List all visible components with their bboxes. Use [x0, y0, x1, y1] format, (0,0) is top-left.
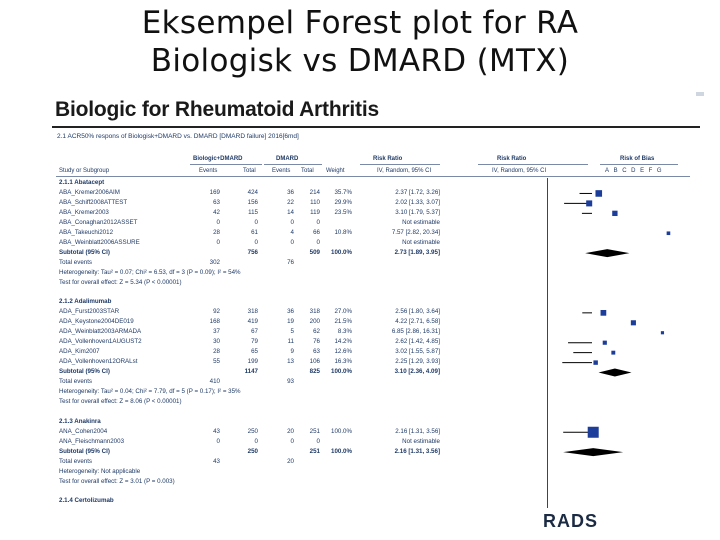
cell-study: Test for overall effect: Z = 8.06 (P < 0.00001)	[59, 397, 182, 405]
slide-title-line1: Eksempel Forest plot for RA	[141, 5, 579, 41]
cell-t2: 825	[309, 368, 320, 376]
cell-study: ABA_Weinblatt2006ASSURE	[59, 238, 140, 246]
cell-study: Subtotal (95% CI)	[59, 368, 110, 376]
cell-e1: 28	[213, 228, 220, 236]
cell-t2: 318	[309, 308, 320, 316]
cell-t2: 0	[316, 238, 320, 246]
cell-e2: 11	[287, 338, 294, 346]
cell-t2: 0	[316, 437, 320, 445]
cell-e1: 410	[209, 378, 220, 385]
study-estimate-marker	[586, 200, 592, 206]
cell-w: 23.5%	[334, 208, 352, 216]
cell-t2: 110	[310, 198, 320, 206]
col-total2: Total	[301, 168, 314, 174]
cell-e1: 0	[216, 238, 220, 246]
cell-e1: 28	[213, 348, 220, 356]
cell-e2: 4	[290, 228, 294, 236]
study-estimate-marker	[631, 320, 636, 325]
cell-e2: 14	[287, 208, 294, 216]
cell-w: 10.8%	[334, 228, 352, 236]
cell-t2: 106	[309, 358, 320, 366]
cell-e1: 42	[213, 208, 220, 216]
cell-w: 8.3%	[337, 328, 352, 336]
cell-study: 2.1.3 Anakinra	[59, 417, 101, 425]
cell-study: ANA_Fleischmann2003	[59, 437, 125, 445]
cell-e2: 76	[287, 258, 294, 266]
cell-study: Subtotal (95% CI)	[59, 447, 110, 455]
cell-study: Total events	[59, 378, 93, 385]
cell-ci: Not estimable	[402, 437, 440, 445]
cell-t1: 61	[251, 228, 258, 236]
cell-t2: 66	[313, 228, 320, 236]
cell-study: ADA_Vollenhoven1AUGUST2	[59, 338, 142, 346]
cell-t1: 250	[247, 447, 258, 455]
cell-e1: 30	[213, 338, 220, 346]
cell-w: 12.6%	[334, 348, 352, 356]
footer-logo: RADS	[543, 511, 599, 531]
cell-e1: 43	[213, 457, 220, 465]
cell-study: ADA_Furst2003STAR	[59, 308, 120, 316]
cell-w: 29.9%	[334, 198, 352, 206]
cell-ci: Not estimable	[402, 218, 440, 226]
cell-t1: 0	[254, 238, 258, 246]
cell-e1: 302	[209, 258, 220, 266]
cell-study: 2.1.4 Certolizumab	[59, 497, 114, 505]
study-estimate-marker	[601, 310, 607, 316]
cell-w: 16.3%	[334, 358, 352, 366]
cell-w: 35.7%	[334, 188, 352, 196]
cell-study: ADA_Kim2007	[59, 348, 100, 356]
cell-w: 100.0%	[331, 447, 352, 455]
cell-e2: 9	[290, 348, 294, 356]
cell-e1: 168	[209, 318, 220, 326]
cell-study: Heterogeneity: Not applicable	[59, 467, 141, 475]
cell-e2: 36	[287, 308, 294, 316]
cell-e1: 92	[213, 308, 220, 316]
cell-ci: 2.56 [1.80, 3.64]	[395, 308, 440, 316]
cell-t2: 251	[309, 427, 320, 435]
study-estimate-marker	[612, 211, 617, 216]
cell-w: 27.0%	[334, 308, 352, 316]
cell-w: 100.0%	[331, 368, 352, 376]
cell-e2: 19	[287, 318, 294, 326]
cell-t1: 115	[248, 208, 258, 216]
study-estimate-marker	[667, 231, 671, 235]
slide-title-line2: Biologisk vs DMARD (MTX)	[150, 43, 570, 79]
cell-t2: 509	[309, 248, 320, 256]
cell-ci: 2.73 [1.89, 3.95]	[394, 248, 440, 256]
header-risk-ratio-plot: Risk Ratio	[497, 156, 527, 162]
cell-ci: 3.10 [2.36, 4.09]	[394, 368, 440, 376]
col-weight: Weight	[326, 168, 345, 174]
header-risk-ratio: Risk Ratio	[373, 156, 403, 162]
cell-ci: 2.16 [1.31, 3.56]	[395, 427, 440, 435]
cell-t2: 200	[309, 318, 320, 326]
study-estimate-marker	[595, 190, 602, 197]
col-study: Study or Subgroup	[59, 168, 110, 174]
cell-study: Test for overall effect: Z = 5.34 (P < 0.00001)	[59, 278, 182, 286]
cell-study: ABA_Kremer2003	[59, 208, 109, 216]
col-events2: Events	[272, 168, 291, 174]
cell-t1: 250	[247, 427, 258, 435]
cell-t1: 79	[251, 338, 258, 346]
cell-w: 21.5%	[334, 318, 352, 326]
cell-ci: 2.37 [1.72, 3.26]	[395, 188, 440, 196]
col-total1: Total	[243, 168, 256, 174]
cell-e2: 22	[287, 198, 294, 206]
cell-ci: 2.25 [1.29, 3.93]	[395, 358, 440, 366]
cell-e2: 0	[290, 238, 294, 246]
cell-ci: 2.62 [1.42, 4.85]	[395, 338, 440, 346]
cell-study: ADA_Keystone2004DE019	[59, 318, 134, 326]
cell-t1: 419	[247, 318, 258, 326]
pooled-estimate-diamond	[585, 249, 629, 257]
cell-e2: 93	[287, 378, 294, 385]
study-estimate-marker	[603, 341, 607, 345]
cell-study: 2.1.2 Adalimumab	[59, 298, 112, 306]
cell-e1: 0	[216, 218, 220, 226]
cell-e2: 0	[290, 218, 294, 226]
study-estimate-marker	[593, 360, 597, 364]
cell-study: ABA_Kremer2006AIM	[59, 188, 120, 196]
cell-t2: 62	[313, 328, 320, 336]
cell-study: Total events	[59, 258, 93, 266]
cell-t1: 0	[254, 437, 258, 445]
cell-t1: 756	[247, 248, 258, 256]
col-events1: Events	[199, 168, 218, 174]
cell-t1: 156	[247, 198, 258, 206]
study-estimate-marker	[611, 351, 615, 355]
cell-e1: 169	[209, 188, 220, 196]
plot-heading: Biologic for Rheumatoid Arthritis	[55, 98, 379, 121]
cell-t2: 251	[309, 447, 320, 455]
cell-study: ADA_Weinblatt2003ARMADA	[59, 328, 142, 336]
cell-e1: 37	[213, 328, 220, 336]
cell-e2: 13	[287, 358, 294, 366]
cell-study: Total events	[59, 457, 93, 465]
cell-t1: 424	[247, 188, 258, 196]
study-estimate-marker	[588, 427, 599, 438]
cell-ci: 3.10 [1.79, 5.37]	[395, 208, 440, 216]
header-biologic: Biologic+DMARD	[193, 156, 243, 162]
cell-t1: 199	[247, 358, 258, 366]
cell-e2: 5	[290, 328, 294, 336]
cell-study: ADA_Vollenhoven12ORALst	[59, 358, 138, 366]
cell-w: 14.2%	[334, 338, 352, 346]
cell-study: 2.1.1 Abatacept	[59, 179, 105, 186]
comparison-label: 2.1 ACR50% respons of Biologisk+DMARD vs. DMARD [DMARD failure] 2016[6md]	[57, 133, 299, 140]
cell-t2: 119	[310, 208, 320, 216]
cell-ci: 2.16 [1.31, 3.56]	[394, 447, 440, 455]
cell-t1: 1147	[244, 368, 258, 376]
cell-study: ABA_Schiff2008ATTEST	[59, 198, 128, 206]
cell-study: ABA_Conaghan2012ASSET	[59, 218, 138, 226]
cell-e2: 0	[290, 437, 294, 445]
pooled-estimate-diamond	[599, 369, 632, 377]
cell-t1: 65	[251, 348, 258, 356]
cell-e1: 0	[216, 437, 220, 445]
cell-e2: 20	[287, 457, 294, 465]
header-risk-of-bias: Risk of Bias	[620, 156, 655, 162]
cell-ci: 4.22 [2.71, 6.58]	[395, 318, 440, 326]
cell-ci: Not estimable	[402, 238, 440, 246]
cell-w: 100.0%	[331, 248, 352, 256]
cell-study: Heterogeneity: Tau² = 0.04; Chi² = 7.79, df = 5 (P = 0.17); I² = 35%	[59, 387, 241, 395]
bias-domain-letters: ABCDEFG	[605, 168, 667, 174]
cell-study: Heterogeneity: Tau² = 0.07; Chi² = 6.53, df = 3 (P = 0.09); I² = 54%	[59, 268, 241, 276]
cell-ci: 2.02 [1.33, 3.07]	[395, 198, 440, 206]
cell-t2: 76	[313, 338, 320, 346]
cell-study: ABA_Takeuchi2012	[59, 228, 114, 236]
cell-e2: 20	[287, 427, 294, 435]
cell-ci: 3.02 [1.55, 5.87]	[395, 348, 440, 356]
cell-t2: 0	[316, 218, 320, 226]
cell-ci: 7.57 [2.82, 20.34]	[391, 228, 440, 236]
cell-study: Test for overall effect: Z = 3.01 (P = 0.003)	[59, 477, 175, 485]
cell-e2: 36	[287, 188, 294, 196]
header-dmard: DMARD	[276, 156, 299, 162]
cell-t1: 0	[254, 218, 258, 226]
col-ci: IV, Random, 95% CI	[377, 168, 432, 174]
pooled-estimate-diamond	[563, 448, 623, 456]
col-ci-plot: IV, Random, 95% CI	[492, 168, 547, 174]
cell-t1: 318	[247, 308, 258, 316]
cell-e1: 43	[213, 427, 220, 435]
cell-study: ANA_Cohen2004	[59, 427, 108, 435]
cell-t2: 63	[313, 348, 320, 356]
cell-t2: 214	[309, 188, 320, 196]
cell-ci: 6.85 [2.86, 16.31]	[391, 328, 440, 336]
cell-t1: 67	[251, 328, 258, 336]
cell-w: 100.0%	[331, 427, 352, 435]
cell-study: Subtotal (95% CI)	[59, 248, 110, 256]
study-estimate-marker	[661, 331, 664, 334]
cell-e1: 63	[213, 198, 220, 206]
cell-e1: 55	[213, 358, 220, 366]
